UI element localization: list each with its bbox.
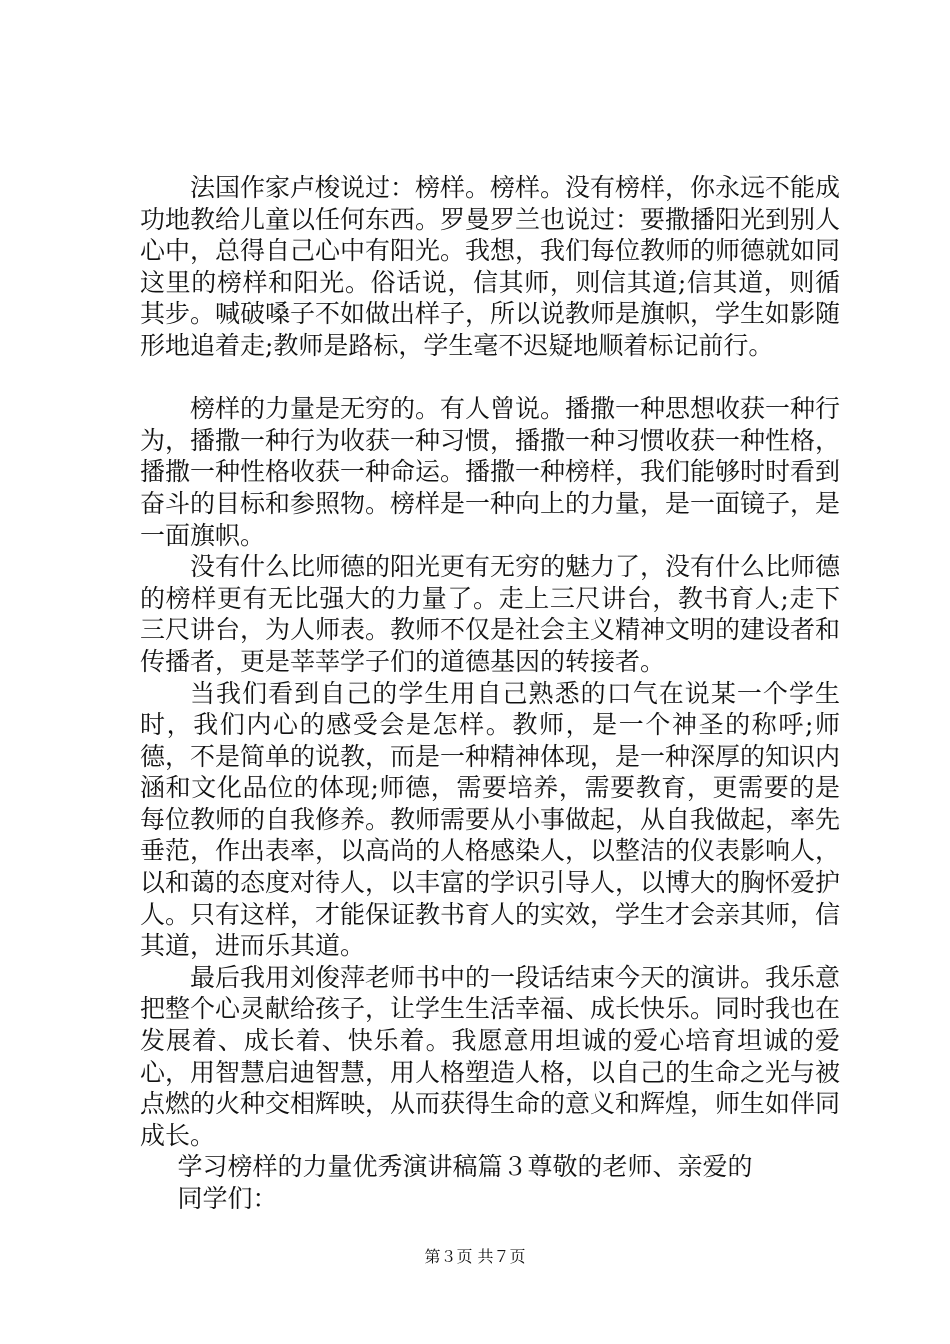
document-body [140,172,840,1215]
paragraph-teacher-role: 当我们看到自己的学生用自己熟悉的口气在说某一个学生时，我们内心的感受会是怎样。教师，是一个神圣的称呼;师德，不是简单的说教，而是一种精神体现，是一种深厚的知识内涵和文化品位的体现;师德，需要培养，需要教育，更需要的是每位教师的自我修养。教师需要从小事做起，从自我做起，率先垂范，作出表率，以高尚的人格感染人，以整洁的仪表影响人，以和蔼的态度对待人，以丰富的学识引导人，以博大的胸怀爱护人。只有这样，才能保证教书育人的实效，学生才会亲其师，信其道，进而乐其道。 [140,678,841,961]
paragraph-teacher-ethics: 没有什么比师德的阳光更有无穷的魅力了，没有什么比师德的榜样更有无比强大的力量了。走上三尺讲台，教书育人;走下三尺讲台，为人师表。教师不仅是社会主义精神文明的建设者和传播者，更是莘莘学子们的道德基因的转接者。 [140,552,841,676]
paragraph-closing: 最后我用刘俊萍老师书中的一段话结束今天的演讲。我乐意把整个心灵献给孩子，让学生生活幸福、成长快乐。同时我也在发展着、成长着、快乐着。我愿意用坦诚的爱心培育坦诚的爱心，用智慧启迪智慧，用人格塑造人格，以自己的生命之光与被点燃的火种交相辉映，从而获得生命的意义和辉煌，师生如伴同成长。 [140,962,841,1150]
paragraph-power-of-example: 榜样的力量是无穷的。有人曾说。播撒一种思想收获一种行为，播撒一种行为收获一种习惯，播撒一种习惯收获一种性格，播撒一种性格收获一种命运。播撒一种榜样，我们能够时时看到奋斗的目标和参照物。榜样是一种向上的力量，是一面镜子，是一面旗帜。 [140,394,841,550]
page-number-footer: 第３页 共７页 [424,1247,526,1266]
section-heading-line-2: 同学们： [177,1184,278,1213]
paragraph-rousseau: 法国作家卢梭说过：榜样。榜样。没有榜样，你永远不能成功地教给儿童以任何东西。罗曼罗兰也说过：要撒播阳光到别人心中，总得自己心中有阳光。我想，我们每位教师的师德就如同这里的榜样和阳光。俗话说，信其师，则信其道;信其道，则循其步。喊破嗓子不如做出样子，所以说教师是旗帜，学生如影随形地追着走;教师是路标，学生毫不迟疑地顺着标记前行。 [140,173,841,360]
section-heading-line-1: 学习榜样的力量优秀演讲稿篇３尊敬的老师、亲爱的 [177,1152,753,1182]
